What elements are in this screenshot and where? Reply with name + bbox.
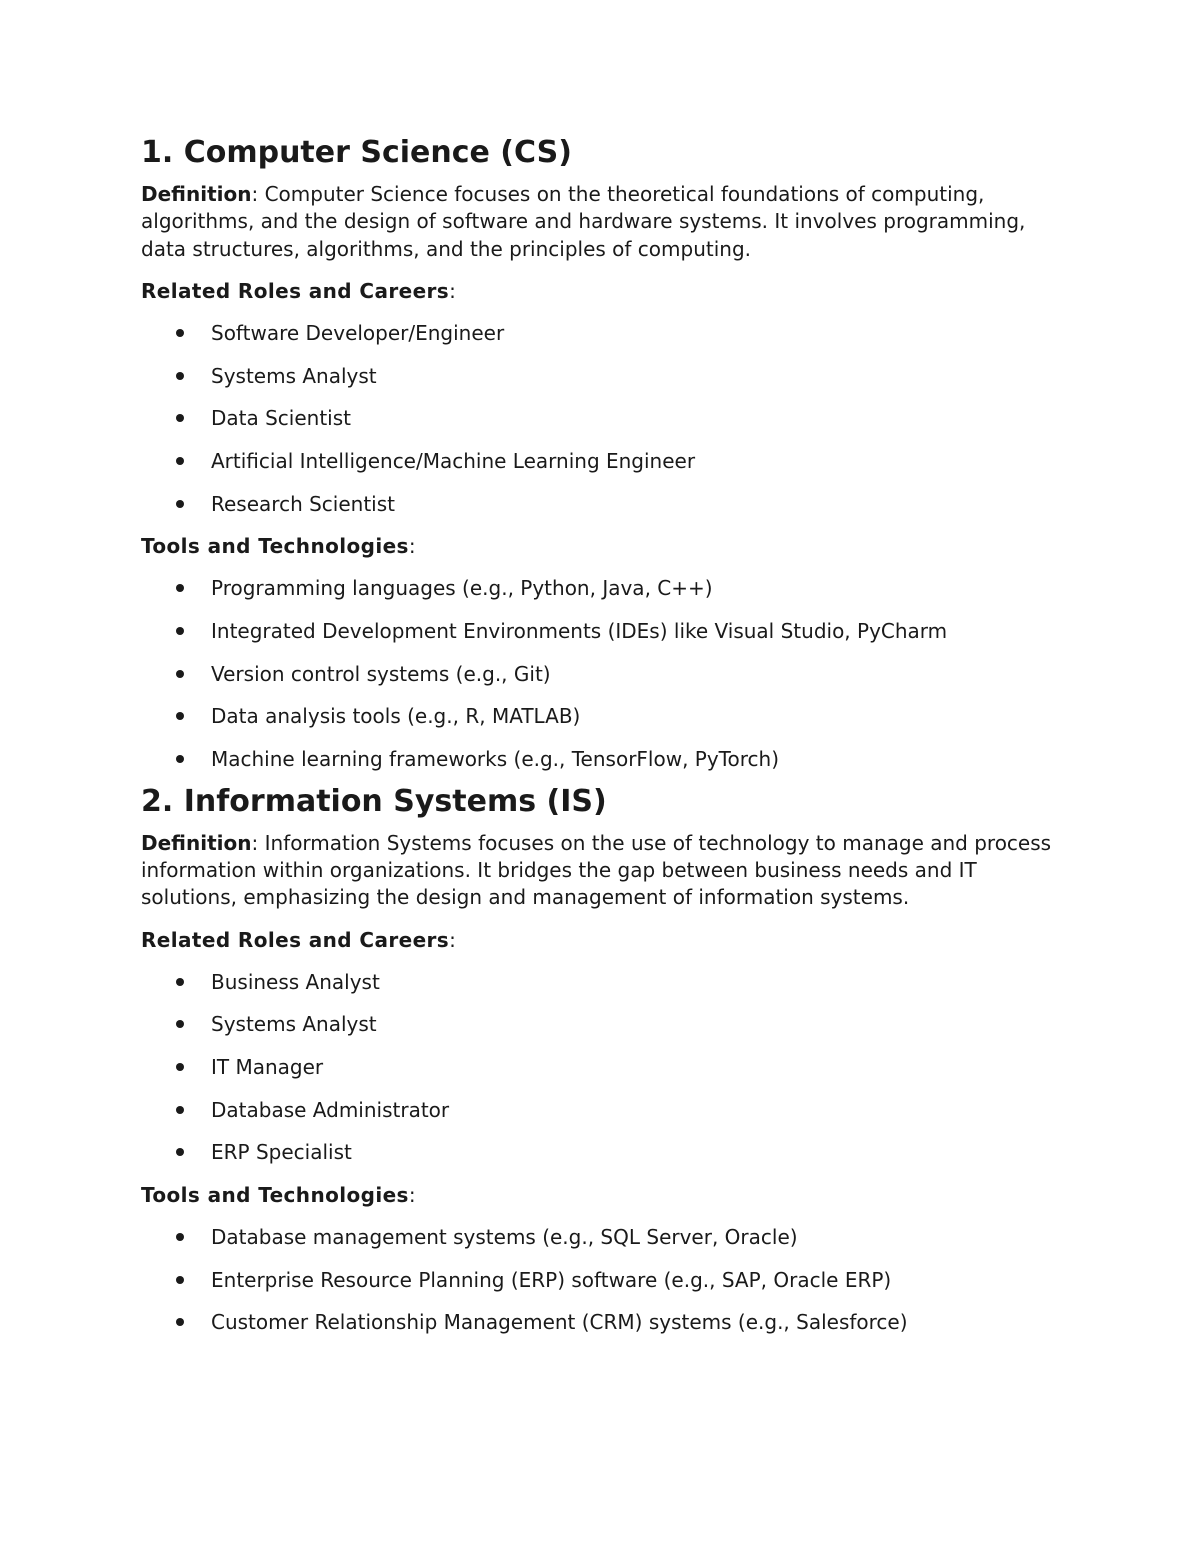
bullet-icon (176, 1318, 184, 1326)
list-item-text: Machine learning frameworks (e.g., TensorFlow, PyTorch) (211, 747, 779, 772)
definition-label: Definition (141, 182, 252, 206)
list-item (141, 968, 1061, 996)
bullet-icon (176, 1276, 184, 1284)
list-item (141, 1223, 1061, 1251)
roles-label: Related Roles and Careers (141, 278, 450, 303)
section-heading: 1. Computer Science (CS) (141, 135, 572, 170)
list-item (141, 1010, 1061, 1038)
list-item-text: Database Administrator (211, 1097, 450, 1122)
tools-heading (141, 532, 1061, 560)
colon: : (408, 1183, 416, 1208)
definition-text: : Information Systems focuses on the use of technology to manage and process information within organizations. It bridges the gap between business needs and IT solutions, emphasizing the design and management of information systems. (141, 830, 1052, 910)
bullet-icon (176, 1020, 184, 1028)
definition-paragraph (141, 830, 1061, 912)
roles-list (141, 968, 1061, 1167)
list-item-text: Data analysis tools (e.g., R, MATLAB) (211, 704, 581, 729)
list-item (141, 490, 1061, 518)
bullet-icon (176, 372, 184, 380)
list-item-text: Database management systems (e.g., SQL Server, Oracle) (211, 1225, 798, 1250)
list-item-text: Business Analyst (211, 969, 380, 994)
list-item (141, 404, 1061, 432)
bullet-icon (176, 1148, 184, 1156)
list-item-text: Integrated Development Environments (IDEs) like Visual Studio, PyCharm (211, 619, 948, 644)
list-item-text: Artificial Intelligence/Machine Learning Engineer (211, 448, 696, 473)
bullet-icon (176, 414, 184, 422)
list-item (141, 447, 1061, 475)
list-item-text: Data Scientist (211, 406, 351, 431)
list-item-text: Version control systems (e.g., Git) (211, 661, 551, 686)
colon: : (449, 927, 456, 952)
list-item (141, 362, 1061, 390)
roles-heading (141, 277, 1061, 305)
list-item (141, 617, 1061, 645)
bullet-icon (176, 670, 184, 678)
bullet-icon (176, 755, 184, 763)
tools-list (141, 574, 1061, 773)
definition-paragraph (141, 181, 1061, 263)
bullet-icon (176, 1106, 184, 1114)
list-item (141, 1138, 1061, 1166)
tools-heading (141, 1181, 1061, 1209)
tools-label: Tools and Technologies (141, 1183, 409, 1208)
list-item-text: ERP Specialist (211, 1140, 352, 1165)
colon: : (449, 278, 456, 303)
document-page (141, 135, 1061, 1351)
colon: : (408, 534, 416, 559)
list-item (141, 1096, 1061, 1124)
list-item (141, 1308, 1061, 1336)
list-item-text: IT Manager (211, 1055, 324, 1080)
bullet-icon (176, 457, 184, 465)
list-item-text: Software Developer/Engineer (211, 320, 505, 345)
list-item (141, 1266, 1061, 1294)
bullet-icon (176, 978, 184, 986)
list-item (141, 319, 1061, 347)
tools-list (141, 1223, 1061, 1336)
tools-label: Tools and Technologies (141, 534, 409, 559)
list-item-text: Research Scientist (211, 491, 395, 516)
bullet-icon (176, 500, 184, 508)
list-item-text: Systems Analyst (211, 363, 377, 388)
bullet-icon (176, 1063, 184, 1071)
list-item-text: Programming languages (e.g., Python, Java, C++) (211, 576, 713, 601)
roles-label: Related Roles and Careers (141, 927, 450, 952)
roles-list (141, 319, 1061, 518)
definition-text: : Computer Science focuses on the theoretical foundations of computing, algorithms, and the design of software and hardware systems. It involves programming, data structures, algorithms, and the principles of computing. (141, 182, 1026, 261)
bullet-icon (176, 329, 184, 337)
bullet-icon (176, 627, 184, 635)
list-item-text: Systems Analyst (211, 1012, 377, 1037)
list-item (141, 745, 1061, 773)
bullet-icon (176, 584, 184, 592)
roles-heading (141, 926, 1061, 954)
section-heading: 2. Information Systems (IS) (141, 783, 607, 819)
list-item-text: Customer Relationship Management (CRM) systems (e.g., Salesforce) (211, 1310, 908, 1335)
bullet-icon (176, 712, 184, 720)
definition-label: Definition (141, 830, 252, 855)
list-item (141, 574, 1061, 602)
list-item (141, 702, 1061, 730)
bullet-icon (176, 1233, 184, 1241)
list-item (141, 660, 1061, 688)
list-item (141, 1053, 1061, 1081)
list-item-text: Enterprise Resource Planning (ERP) software (e.g., SAP, Oracle ERP) (211, 1267, 892, 1292)
